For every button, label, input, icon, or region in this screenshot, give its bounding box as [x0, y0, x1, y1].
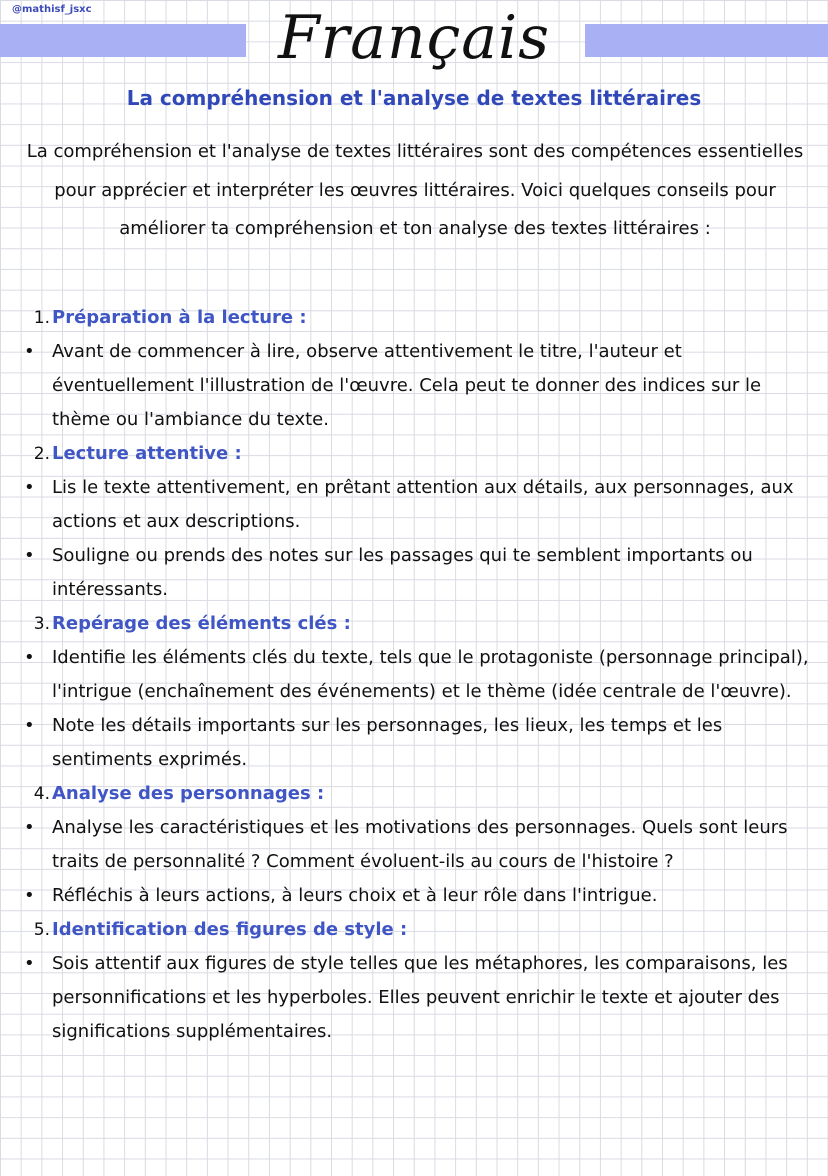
list-item-text: Avant de commencer à lire, observe attentivement le titre, l'auteur et éventuellement l'illustration de l'œuvre. Cela peut te donner des indices sur le thème ou l'ambiance du texte. [52, 341, 762, 430]
list-item [0, 539, 828, 607]
section-heading [0, 777, 828, 811]
list-item-text: Analyse les caractéristiques et les motivations des personnages. Quels sont leurs traits de personnalité ? Comment évoluent-ils au cours de l'histoire ? [52, 817, 788, 872]
bullet-icon: • [24, 545, 35, 566]
section-heading-text: Préparation à la lecture : [52, 307, 307, 328]
list-item-text: Identifie les éléments clés du texte, tels que le protagoniste (personnage principal), l'intrigue (enchaînement des événements) et le thème (idée centrale de l'œuvre). [52, 647, 809, 702]
list-item [0, 811, 828, 879]
section-number: 1. [33, 308, 50, 328]
list-item-text: Réfléchis à leurs actions, à leurs choix et à leur rôle dans l'intrigue. [52, 885, 658, 906]
bullet-icon: • [24, 477, 35, 498]
author-handle: @mathisf_jsxc [12, 4, 92, 15]
section-number: 2. [33, 444, 50, 464]
bullet-icon: • [24, 715, 35, 736]
section-heading-text: Repérage des éléments clés : [52, 613, 351, 634]
section-number: 4. [33, 784, 50, 804]
page-title: Français [277, 3, 551, 73]
list-item-text: Lis le texte attentivement, en prêtant attention aux détails, aux personnages, aux actions et aux descriptions. [52, 477, 794, 532]
section-heading-text: Identification des figures de style : [52, 919, 408, 940]
bullet-icon: • [24, 817, 35, 838]
section-heading [0, 607, 828, 641]
bullet-icon: • [24, 341, 35, 362]
section-heading [0, 437, 828, 471]
bullet-icon: • [24, 953, 35, 974]
bullet-icon: • [24, 885, 35, 906]
section-number: 5. [33, 920, 50, 940]
section-heading [0, 913, 828, 947]
sections-list [0, 301, 828, 1049]
section-heading-text: Analyse des personnages : [52, 783, 325, 804]
list-item-text: Note les détails importants sur les personnages, les lieux, les temps et les sentiments exprimés. [52, 715, 723, 770]
section-number: 3. [33, 614, 50, 634]
section-heading [0, 301, 828, 335]
list-item [0, 335, 828, 437]
bullet-icon: • [24, 647, 35, 668]
list-item-text: Sois attentif aux figures de style telles que les métaphores, les comparaisons, les personnifications et les hyperboles. Elles peuvent enrichir le texte et ajouter des significations supplémentaires. [52, 953, 788, 1042]
list-item [0, 471, 828, 539]
list-item [0, 709, 828, 777]
list-item [0, 641, 828, 709]
list-item [0, 947, 828, 1049]
page-subtitle: La compréhension et l'analyse de textes littéraires [126, 86, 702, 110]
list-item [0, 879, 828, 913]
list-item-text: Souligne ou prends des notes sur les passages qui te semblent importants ou intéressants. [52, 545, 753, 600]
section-heading-text: Lecture attentive : [52, 443, 242, 464]
intro-paragraph: La compréhension et l'analyse de textes littéraires sont des compétences essentielles pour apprécier et interpréter les œuvres littéraires. Voici quelques conseils pour améliorer ta compréhension et ton analyse des textes littéraires : [26, 141, 804, 239]
